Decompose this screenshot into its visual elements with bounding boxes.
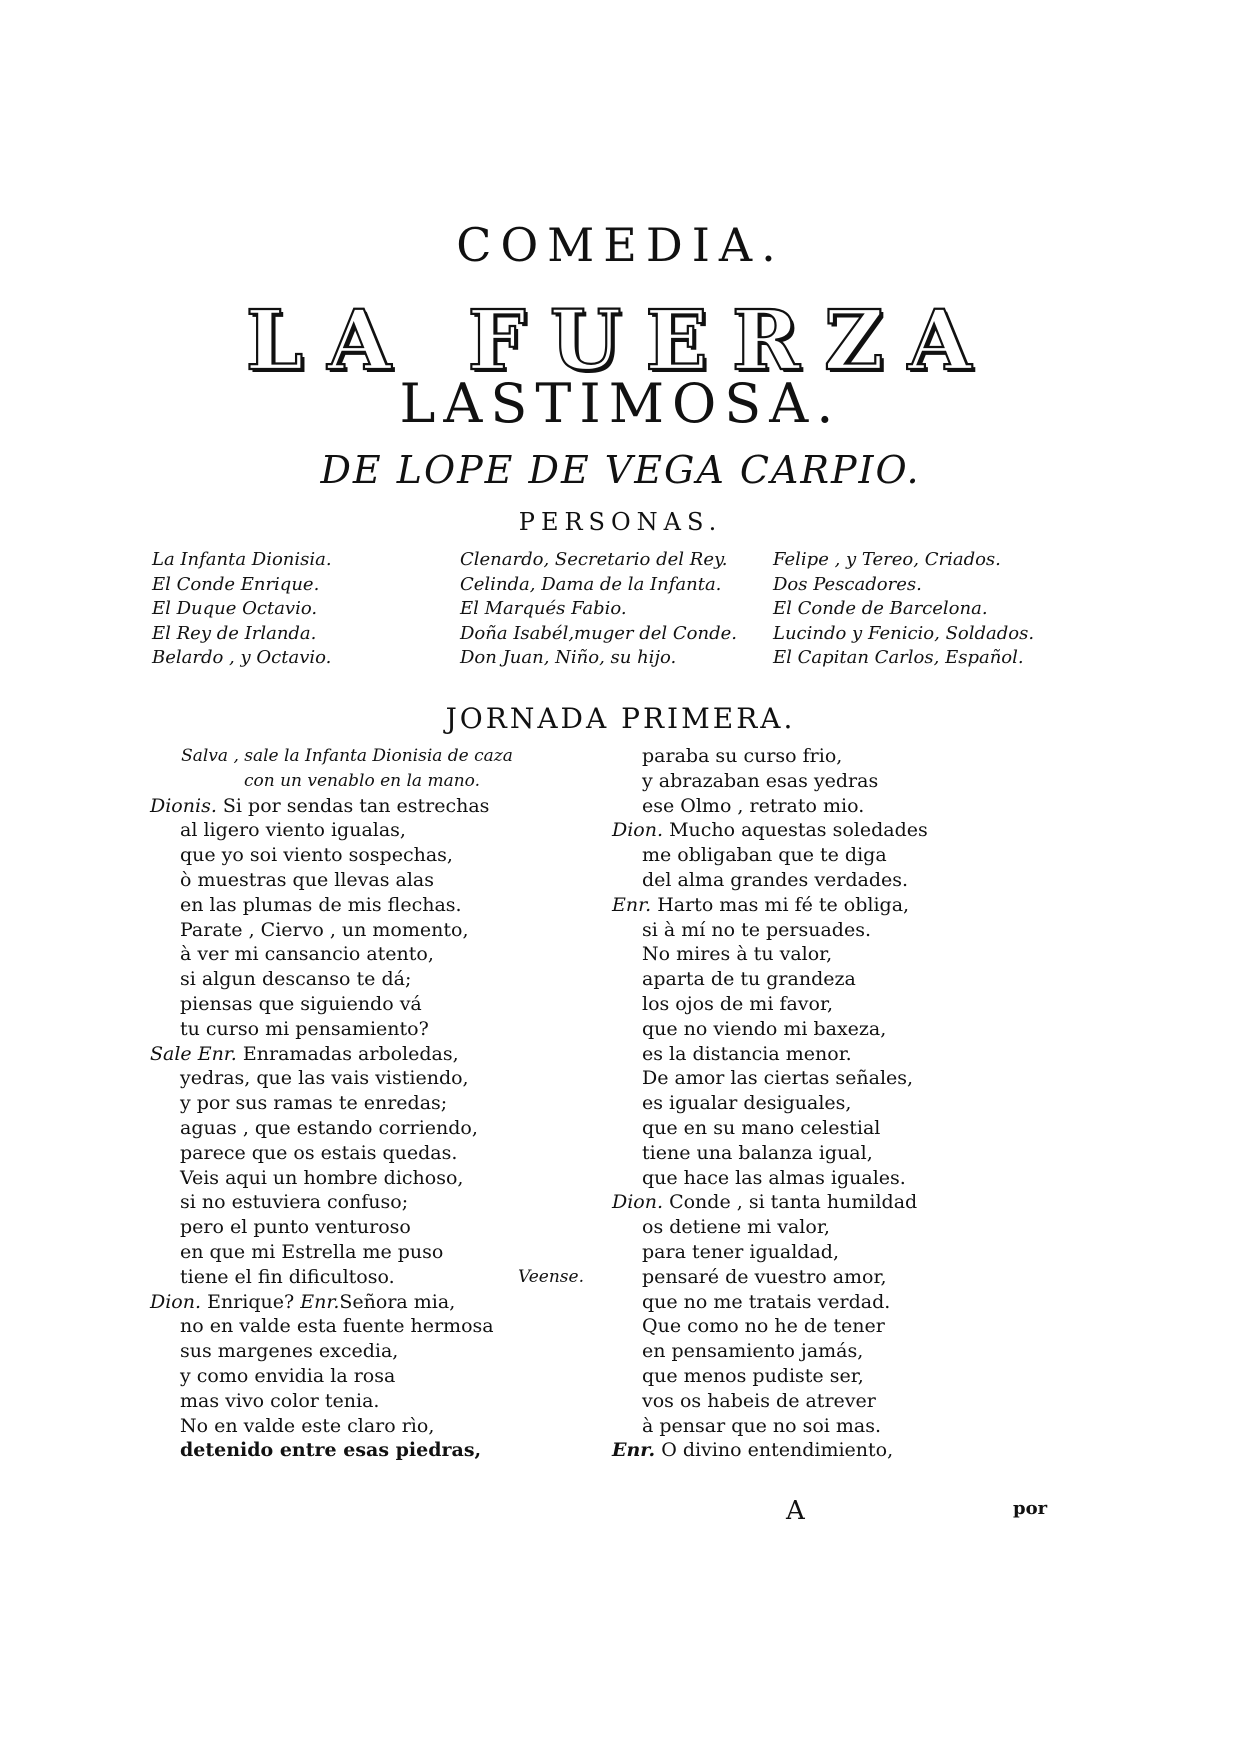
verse-line: es la distancia menor. [642,1042,852,1065]
speaker-name: Sale Enr. [150,1042,237,1065]
personas-heading: PERSONAS. [518,508,723,536]
verse-line [150,1290,530,1315]
verse-line: que menos pudiste ser, [642,1364,864,1387]
cast-item: El Conde Enrique. [152,573,320,595]
verse-text: Mucho aquestas soledades [669,819,928,842]
speaker-name: Enr. [612,1439,656,1462]
cast-list-column-2 [460,548,737,671]
verse-line: parece que os estais quedas. [180,1141,458,1164]
act-heading: JORNADA PRIMERA. [445,702,796,735]
genre-heading: COMEDIA. [456,218,785,272]
cast-item: El Conde de Barcelona. [773,598,988,619]
author-line: DE LOPE DE VEGA CARPIO. [320,448,921,492]
verse-line: en las plumas de mis flechas. [180,893,462,916]
verse-line: aguas , que estando corriendo, [180,1116,478,1139]
verse-text: O divino entendimiento, [661,1439,894,1462]
verse-line: ò muestras que llevas alas [180,868,434,891]
verse-line: si no estuviera confuso; [180,1191,409,1214]
cast-item: El Rey de Irlanda. [152,622,317,644]
verse-line [612,893,972,918]
verse-line: del alma grandes verdades. [642,868,909,891]
verse-line: aparta de tu grandeza [642,968,856,991]
verse-line: me obligaban que te diga [642,844,887,867]
verse-text: tiene el fin dificultoso. [180,1265,395,1288]
verse-line: Veis aqui un hombre dichoso, [180,1166,464,1189]
verse-line: que no me tratais verdad. [642,1290,891,1313]
verse-line: pero el punto venturoso [180,1216,411,1239]
speaker-name: Enr. [300,1290,340,1313]
verse-line: De amor las ciertas señales, [642,1067,914,1090]
verse-line: piensas que siguiendo vá [180,992,422,1015]
verse-line: sus margenes excedia, [180,1340,399,1363]
verse-line: ese Olmo , retrato mio. [642,794,865,817]
speaker-name: Dion. [612,1191,664,1214]
verse-line: paraba su curso frio, [642,745,843,767]
verse-line [150,794,530,819]
verse-line: en pensamiento jamás, [642,1340,864,1363]
stage-direction: con un venablo en la mano. [243,770,481,791]
verse-line: Que como no he de tener [642,1315,885,1338]
verse-line: y por sus ramas te enredas; [180,1092,448,1115]
verse-line [612,818,972,843]
stage-aside: Veense. [518,1266,584,1287]
verse-line: que no viendo mi baxeza, [642,1017,887,1040]
verse-text: Enramadas arboledas, [242,1042,459,1065]
verse-line [150,1265,584,1290]
verse-text: Si por sendas tan estrechas [222,794,490,817]
verse-text: Enrique? [207,1290,295,1313]
verse-line: os detiene mi valor, [642,1216,830,1239]
speaker-name: Dionis. [150,794,217,817]
verse-line: yedras, que las vais vistiendo, [180,1067,469,1090]
cast-item: El Marqués Fabio. [460,598,627,619]
verse-line: es igualar desiguales, [642,1092,852,1115]
verse-line [612,1190,972,1215]
verse-line: à pensar que no soi mas. [642,1414,882,1437]
verse-line: que yo soi viento sospechas, [180,844,453,867]
cast-item: Lucindo y Fenicio, Soldados. [773,622,1035,644]
verse-line: los ojos de mi favor, [642,992,834,1015]
verse-line [612,1438,972,1463]
speaker-name: Dion. [612,819,664,842]
verse-text: Señora mia, [339,1290,456,1313]
verse-line: tu curso mi pensamiento? [180,1017,429,1040]
catchword: por [1013,1498,1048,1519]
stage-direction: Salva , sale la Infanta Dionisia de caza [181,746,513,766]
verse-line: No mires à tu valor, [642,943,833,966]
verse-line: vos os habeis de atrever [642,1389,876,1412]
speaker-name: Enr. [612,893,652,916]
verse-line: pensaré de vuestro amor, [642,1265,887,1288]
verse-line [150,1042,530,1067]
verse-line: en que mi Estrella me puso [180,1240,444,1263]
cast-item: Belardo , y Octavio. [152,647,332,668]
signature-mark: A [786,1496,805,1526]
title-line-2: LASTIMOSA. [399,372,842,435]
verse-line: à ver mi cansancio atento, [180,943,434,966]
verse-line: al ligero viento igualas, [180,819,406,842]
cast-item: La Infanta Dionisia. [152,549,332,570]
verse-line: tiene una balanza igual, [642,1141,873,1164]
cast-list-column-3 [773,548,1034,671]
cast-item: El Duque Octavio. [152,598,318,619]
cast-item: El Capitan Carlos, Español. [773,647,1024,668]
cast-item: Celinda, Dama de la Infanta. [460,573,722,595]
verse-line: y como envidia la rosa [180,1364,396,1387]
verse-line: detenido entre esas piedras, [180,1439,482,1462]
verse-line: y abrazaban esas yedras [642,769,879,792]
verse-line: que hace las almas iguales. [642,1166,906,1189]
cast-item: Don Juan, Niño, su hijo. [460,647,677,668]
verse-line: si algun descanso te dá; [180,968,412,991]
cast-item: Dos Pescadores. [773,573,922,595]
verse-line: si à mí no te persuades. [642,918,872,941]
title-line-1: LA FUERZA [245,293,996,389]
cast-item: Doña Isabél,muger del Conde. [460,622,737,644]
verse-text: Conde , si tanta humildad [669,1191,918,1214]
verse-line: para tener igualdad, [642,1240,839,1263]
verse-line: que en su mano celestial [642,1116,881,1139]
cast-item: Clenardo, Secretario del Rey. [460,549,728,570]
verse-line: mas vivo color tenia. [180,1389,380,1412]
verse-column-left [150,744,584,1463]
cast-list-column-1 [152,548,332,671]
speaker-name: Dion. [150,1290,202,1313]
verse-text: Harto mas mi fé te obliga, [657,893,910,916]
verse-line: No en valde este claro rìo, [180,1414,435,1437]
verse-line: no en valde esta fuente hermosa [180,1315,494,1338]
verse-line: Parate , Ciervo , un momento, [180,918,469,941]
cast-item: Felipe , y Tereo, Criados. [773,549,1001,570]
verse-column-right [612,744,972,1463]
